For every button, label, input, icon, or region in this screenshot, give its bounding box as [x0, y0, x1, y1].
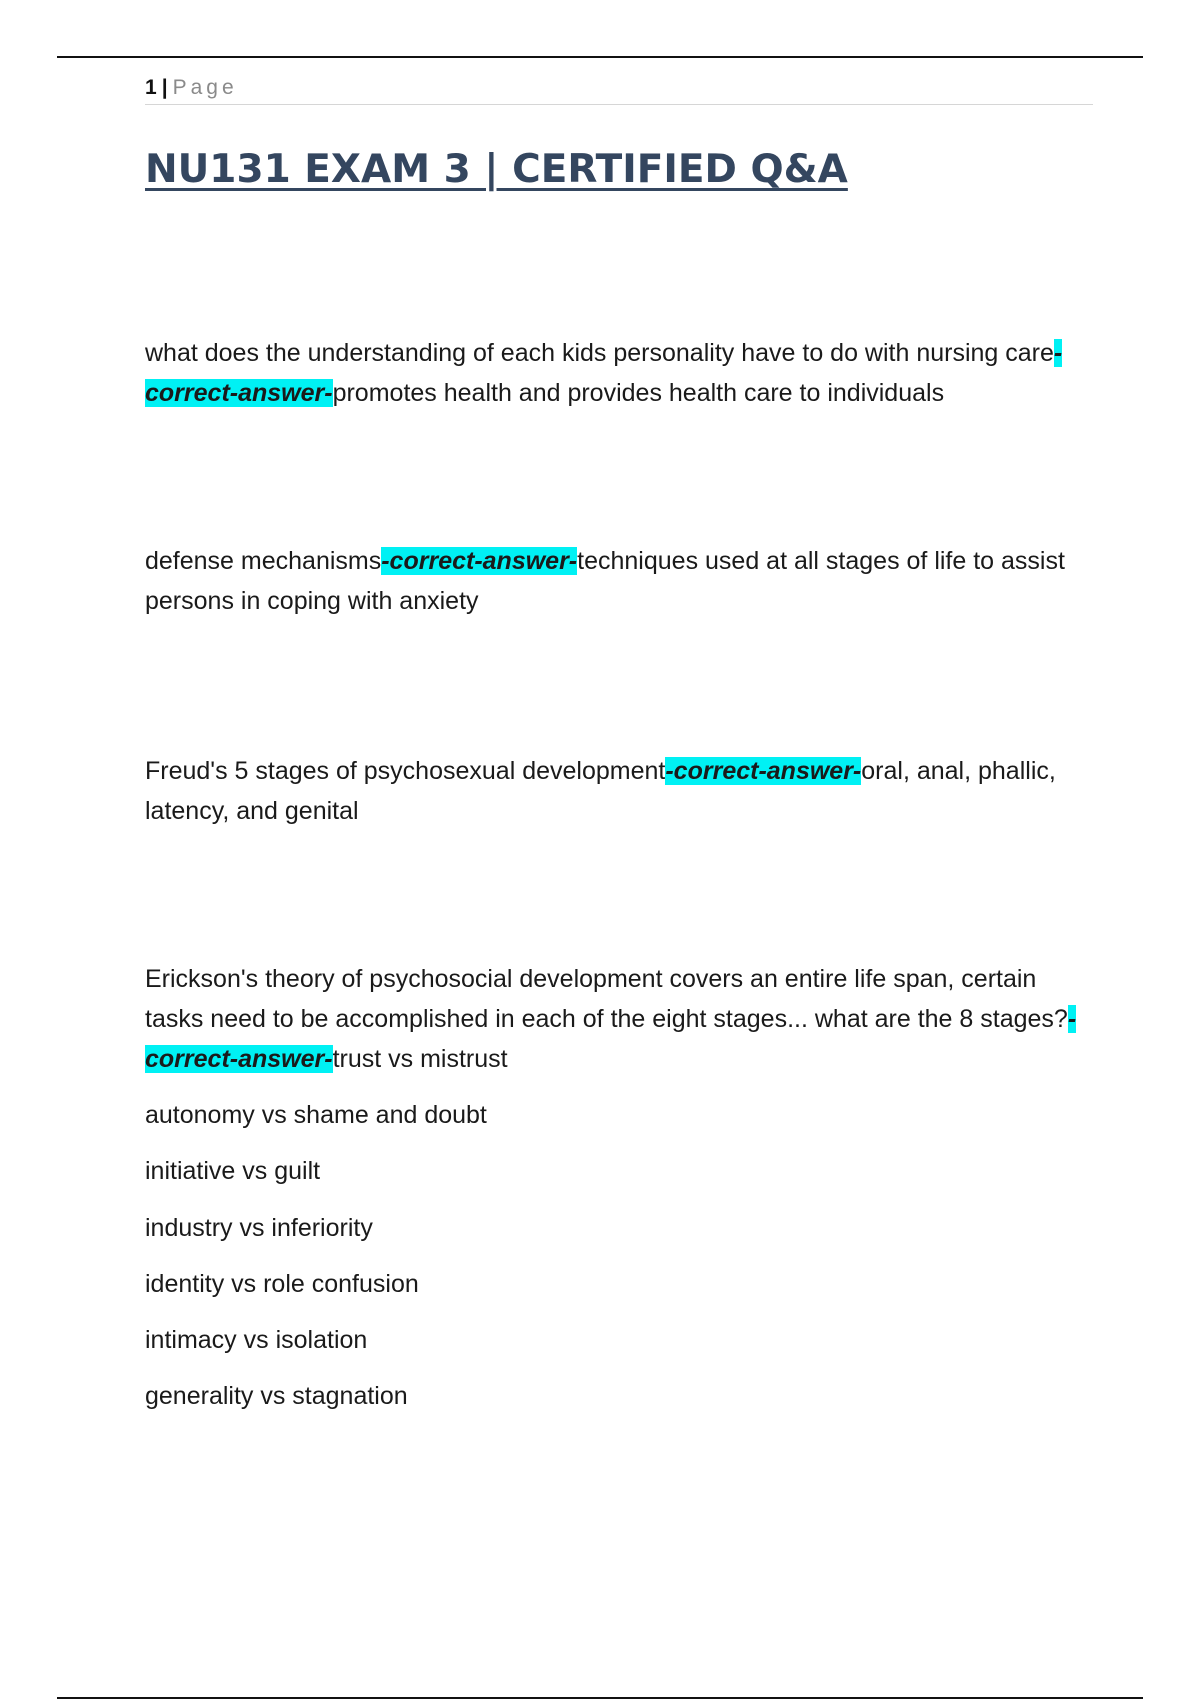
qa-item [145, 959, 1095, 1079]
bottom-rule [57, 1697, 1143, 1699]
stage-item: intimacy vs isolation [145, 1326, 368, 1355]
question-text: Erickson's theory of psychosocial development covers an entire life span, certain tasks need to be accomplished in each of the eight stages... what are the 8 stages? [145, 965, 1068, 1033]
document-title: NU131 EXAM 3 | CERTIFIED Q&A [145, 147, 848, 192]
question-text: defense mechanisms [145, 547, 382, 575]
stage-item: autonomy vs shame and doubt [145, 1101, 487, 1129]
stage-item: initiative vs guilt [145, 1157, 321, 1186]
qa-item [145, 541, 1095, 621]
page-header [145, 74, 1093, 105]
qa-item [145, 333, 1095, 413]
question-text: Freud's 5 stages of psychosexual development [145, 757, 666, 785]
answer-text: oral, anal, phallic, latency, and genital [145, 757, 1056, 825]
stage-list [145, 1096, 487, 1434]
top-rule [57, 56, 1143, 58]
qa-item [145, 751, 1095, 831]
answer-text: trust vs mistrust [332, 1045, 508, 1073]
answer-marker: -correct-answer- [665, 757, 862, 785]
page-separator: | [161, 76, 168, 99]
answer-marker: -correct-answer- [381, 547, 578, 575]
answer-marker: -correct-answer- [145, 339, 1063, 407]
stage-item: identity vs role confusion [145, 1269, 419, 1298]
answer-marker: -correct-answer- [145, 1005, 1077, 1073]
page-number: 1 [145, 76, 157, 99]
answer-text: techniques used at all stages of life to assist persons in coping with anxiety [145, 547, 1065, 615]
stage-item: industry vs inferiority [145, 1213, 373, 1242]
stage-item: generality vs stagnation [145, 1382, 408, 1411]
question-text: what does the understanding of each kids personality have to do with nursing care [145, 339, 1054, 367]
page-label: Page [172, 76, 238, 99]
answer-text: promotes health and provides health care to individuals [332, 379, 945, 407]
